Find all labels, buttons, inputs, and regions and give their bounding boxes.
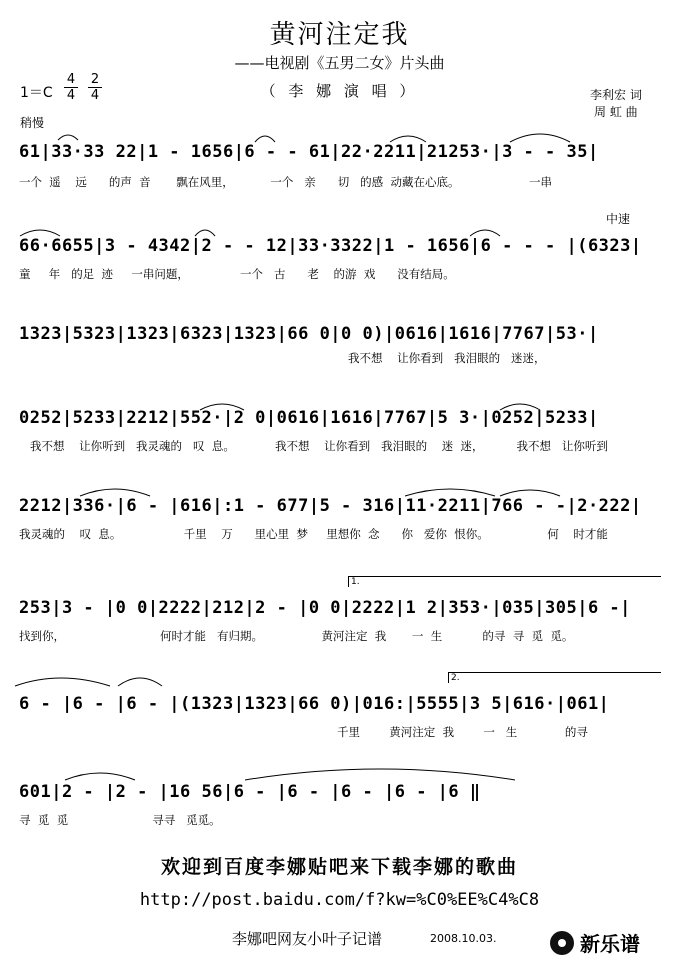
- meter-top: 2: [90, 72, 100, 87]
- key-signature: 1＝C: [20, 85, 53, 101]
- lyricist-credit: 李利宏 词: [590, 88, 642, 102]
- composer-credit: 周 虹 曲: [594, 105, 638, 119]
- footer-headline: 欢迎到百度李娜贴吧来下载李娜的歌曲: [160, 856, 518, 878]
- song-subtitle: ——电视剧《五男二女》片头曲: [234, 54, 445, 72]
- footer-url-link[interactable]: http://post.baidu.com/f?kw=%C0%EE%C4%C8: [139, 890, 540, 910]
- lyrics-line: 我不想 让你看到 我泪眼的 迷迷，: [19, 351, 546, 365]
- notation-line: 253|3 - |0 0|2222|212|2 - |0 0|2222|1 2|353·|035|305|6 -|: [19, 598, 631, 618]
- song-title: 黄河注定我: [269, 20, 410, 50]
- time-signature-2-4: [88, 72, 102, 103]
- meter-top: 4: [66, 72, 76, 87]
- volta-second-ending: 2.: [448, 672, 661, 683]
- meter-bottom: 4: [88, 87, 102, 103]
- transcriber-credit: 李娜吧网友小叶子记谱: [232, 930, 383, 948]
- meter-bottom: 4: [64, 87, 78, 103]
- vinyl-icon: [550, 931, 574, 955]
- lyrics-line: 一个 遥 远 的声 音 飘在风里， 一个 亲 切 的感 动藏在心底。 一串: [19, 175, 552, 189]
- notation-line: 0252|5233|2212|552·|2 0|0616|1616|7767|5 3·|0252|5233|: [19, 408, 599, 428]
- notation-line: 6 - |6 - |6 - |(1323|1323|66 0)|016:|5555|3 5|616·|061|: [19, 694, 610, 714]
- site-logo: [550, 928, 640, 957]
- transcription-date: 2008.10.03.: [430, 932, 497, 945]
- notation-line: 66·6655|3 - 4342|2 - - 12|33·3322|1 - 1656|6 - - - |(6323|: [19, 236, 642, 256]
- lyrics-line: 找到你， 何时才能 有归期。 黄河注定 我 一 生 的寻 寻 觅 觅。: [19, 629, 574, 643]
- time-signature-4-4: [64, 72, 78, 103]
- lyrics-line: 童 年 的足 迹 一串问题， 一个 古 老 的游 戏 没有结局。: [19, 267, 455, 281]
- notation-line: 61|33·33 22|1 - 1656|6 - - 61|22·2211|21253·|3 - - 35|: [19, 142, 599, 162]
- logo-text: 新乐谱: [580, 932, 640, 956]
- lyrics-line: 我灵魂的 叹 息。 千里 万 里心里 梦 里想你 念 你 爱你 恨你。 何 时才能: [19, 527, 608, 541]
- lyrics-line: 寻 觅 觅 寻寻 觅觅。: [19, 813, 221, 827]
- notation-line: 601|2 - |2 - |16 56|6 - |6 - |6 - |6 - |6 ‖: [19, 782, 481, 802]
- singer-credit: （ 李 娜 演 唱 ）: [260, 82, 419, 100]
- notation-line: 2212|336·|6 - |616|:1 - 677|5 - 316|11·2211|766 - -|2·222|: [19, 496, 642, 516]
- tempo-marking-slow: 稍慢: [20, 116, 45, 130]
- volta-first-ending: 1.: [348, 576, 661, 587]
- notation-line: 1323|5323|1323|6323|1323|66 0|0 0)|0616|1616|7767|53·|: [19, 324, 599, 344]
- tempo-marking-medium: 中速: [606, 212, 631, 226]
- lyrics-line: 千里 黄河注定 我 一 生 的寻: [19, 725, 588, 739]
- lyrics-line: 我不想 让你听到 我灵魂的 叹 息。 我不想 让你看到 我泪眼的 迷 迷， 我不想 让你听到: [19, 439, 608, 453]
